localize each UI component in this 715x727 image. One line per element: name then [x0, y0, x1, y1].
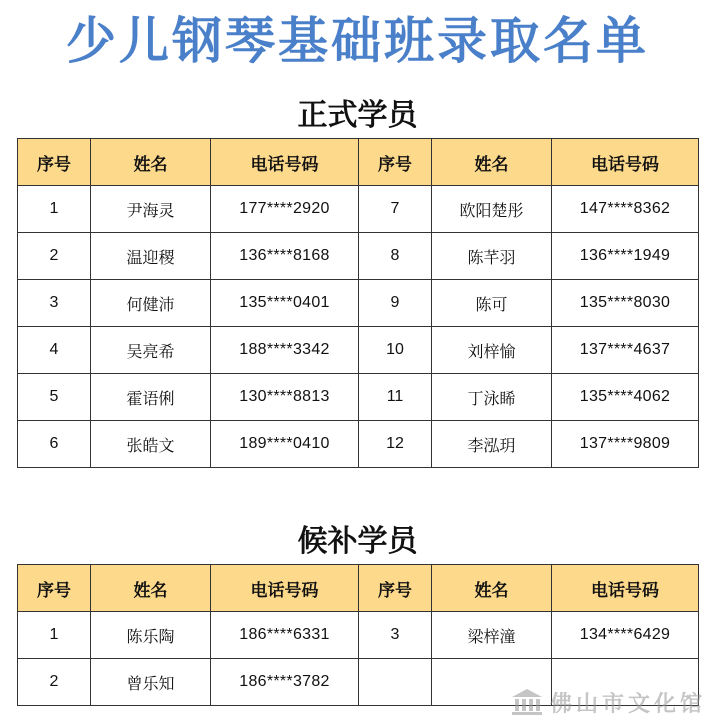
col-header-index: 序号 — [359, 565, 432, 612]
watermark — [510, 684, 706, 720]
col-header-index: 序号 — [18, 565, 91, 612]
cell-phone: 186****3782 — [211, 659, 359, 706]
cell-name: 霍语俐 — [91, 374, 211, 421]
cell-index: 3 — [18, 280, 91, 327]
cell-index: 1 — [18, 186, 91, 233]
col-header-phone: 电话号码 — [211, 565, 359, 612]
cell-name: 欧阳楚彤 — [432, 186, 552, 233]
cell-name: 刘梓愉 — [432, 327, 552, 374]
col-header-phone: 电话号码 — [552, 139, 699, 186]
cell-index: 2 — [18, 659, 91, 706]
cell-index: 6 — [18, 421, 91, 468]
col-header-phone: 电话号码 — [552, 565, 699, 612]
formal-students-table — [17, 138, 699, 468]
cell-phone: 135****8030 — [552, 280, 699, 327]
cell-name: 张皓文 — [91, 421, 211, 468]
backup-students-title: 候补学员 — [297, 524, 418, 559]
cell-name: 曾乐知 — [91, 659, 211, 706]
col-header-name: 姓名 — [432, 565, 552, 612]
col-header-name: 姓名 — [91, 139, 211, 186]
cell-name: 李泓玥 — [432, 421, 552, 468]
cell-phone: 188****3342 — [211, 327, 359, 374]
table-header-row — [18, 139, 699, 186]
cell-phone: 137****9809 — [552, 421, 699, 468]
page-title: 少儿钢琴基础班录取名单 — [66, 11, 649, 70]
cell-phone: 189****0410 — [211, 421, 359, 468]
cell-name: 陈可 — [432, 280, 552, 327]
cell-name: 何健沛 — [91, 280, 211, 327]
cell-phone: 136****1949 — [552, 233, 699, 280]
cell-phone: 137****4637 — [552, 327, 699, 374]
cell-index: 1 — [18, 612, 91, 659]
building-logo-icon — [510, 687, 544, 717]
cell-name: 陈乐陶 — [91, 612, 211, 659]
cell-phone: 186****6331 — [211, 612, 359, 659]
cell-name: 吴亮希 — [91, 327, 211, 374]
cell-phone: 147****8362 — [552, 186, 699, 233]
cell-index: 8 — [359, 233, 432, 280]
cell-index: 11 — [359, 374, 432, 421]
cell-name: 温迎稷 — [91, 233, 211, 280]
cell-index: 2 — [18, 233, 91, 280]
formal-students-title: 正式学员 — [297, 98, 418, 133]
table-row — [18, 421, 699, 468]
cell-index: 3 — [359, 612, 432, 659]
table-row — [18, 186, 699, 233]
cell-phone: 135****0401 — [211, 280, 359, 327]
cell-index: 12 — [359, 421, 432, 468]
cell-phone: 135****4062 — [552, 374, 699, 421]
col-header-name: 姓名 — [432, 139, 552, 186]
col-header-name: 姓名 — [91, 565, 211, 612]
cell-index: 5 — [18, 374, 91, 421]
cell-name: 梁梓潼 — [432, 612, 552, 659]
table-row — [18, 327, 699, 374]
table-header-row — [18, 565, 699, 612]
col-header-index: 序号 — [359, 139, 432, 186]
watermark-text: 佛山市文化馆 — [550, 690, 707, 717]
cell-index: 10 — [359, 327, 432, 374]
table-row — [18, 280, 699, 327]
cell-phone: 134****6429 — [552, 612, 699, 659]
table-row — [18, 233, 699, 280]
col-header-index: 序号 — [18, 139, 91, 186]
cell-index: 7 — [359, 186, 432, 233]
table-row — [18, 612, 699, 659]
cell-name: 丁泳睎 — [432, 374, 552, 421]
col-header-phone: 电话号码 — [211, 139, 359, 186]
cell-phone: 136****8168 — [211, 233, 359, 280]
table-row — [18, 374, 699, 421]
cell-name: 陈芊羽 — [432, 233, 552, 280]
cell-phone: 130****8813 — [211, 374, 359, 421]
cell-index — [359, 659, 432, 706]
cell-phone: 177****2920 — [211, 186, 359, 233]
cell-name: 尹海灵 — [91, 186, 211, 233]
cell-index: 4 — [18, 327, 91, 374]
cell-index: 9 — [359, 280, 432, 327]
